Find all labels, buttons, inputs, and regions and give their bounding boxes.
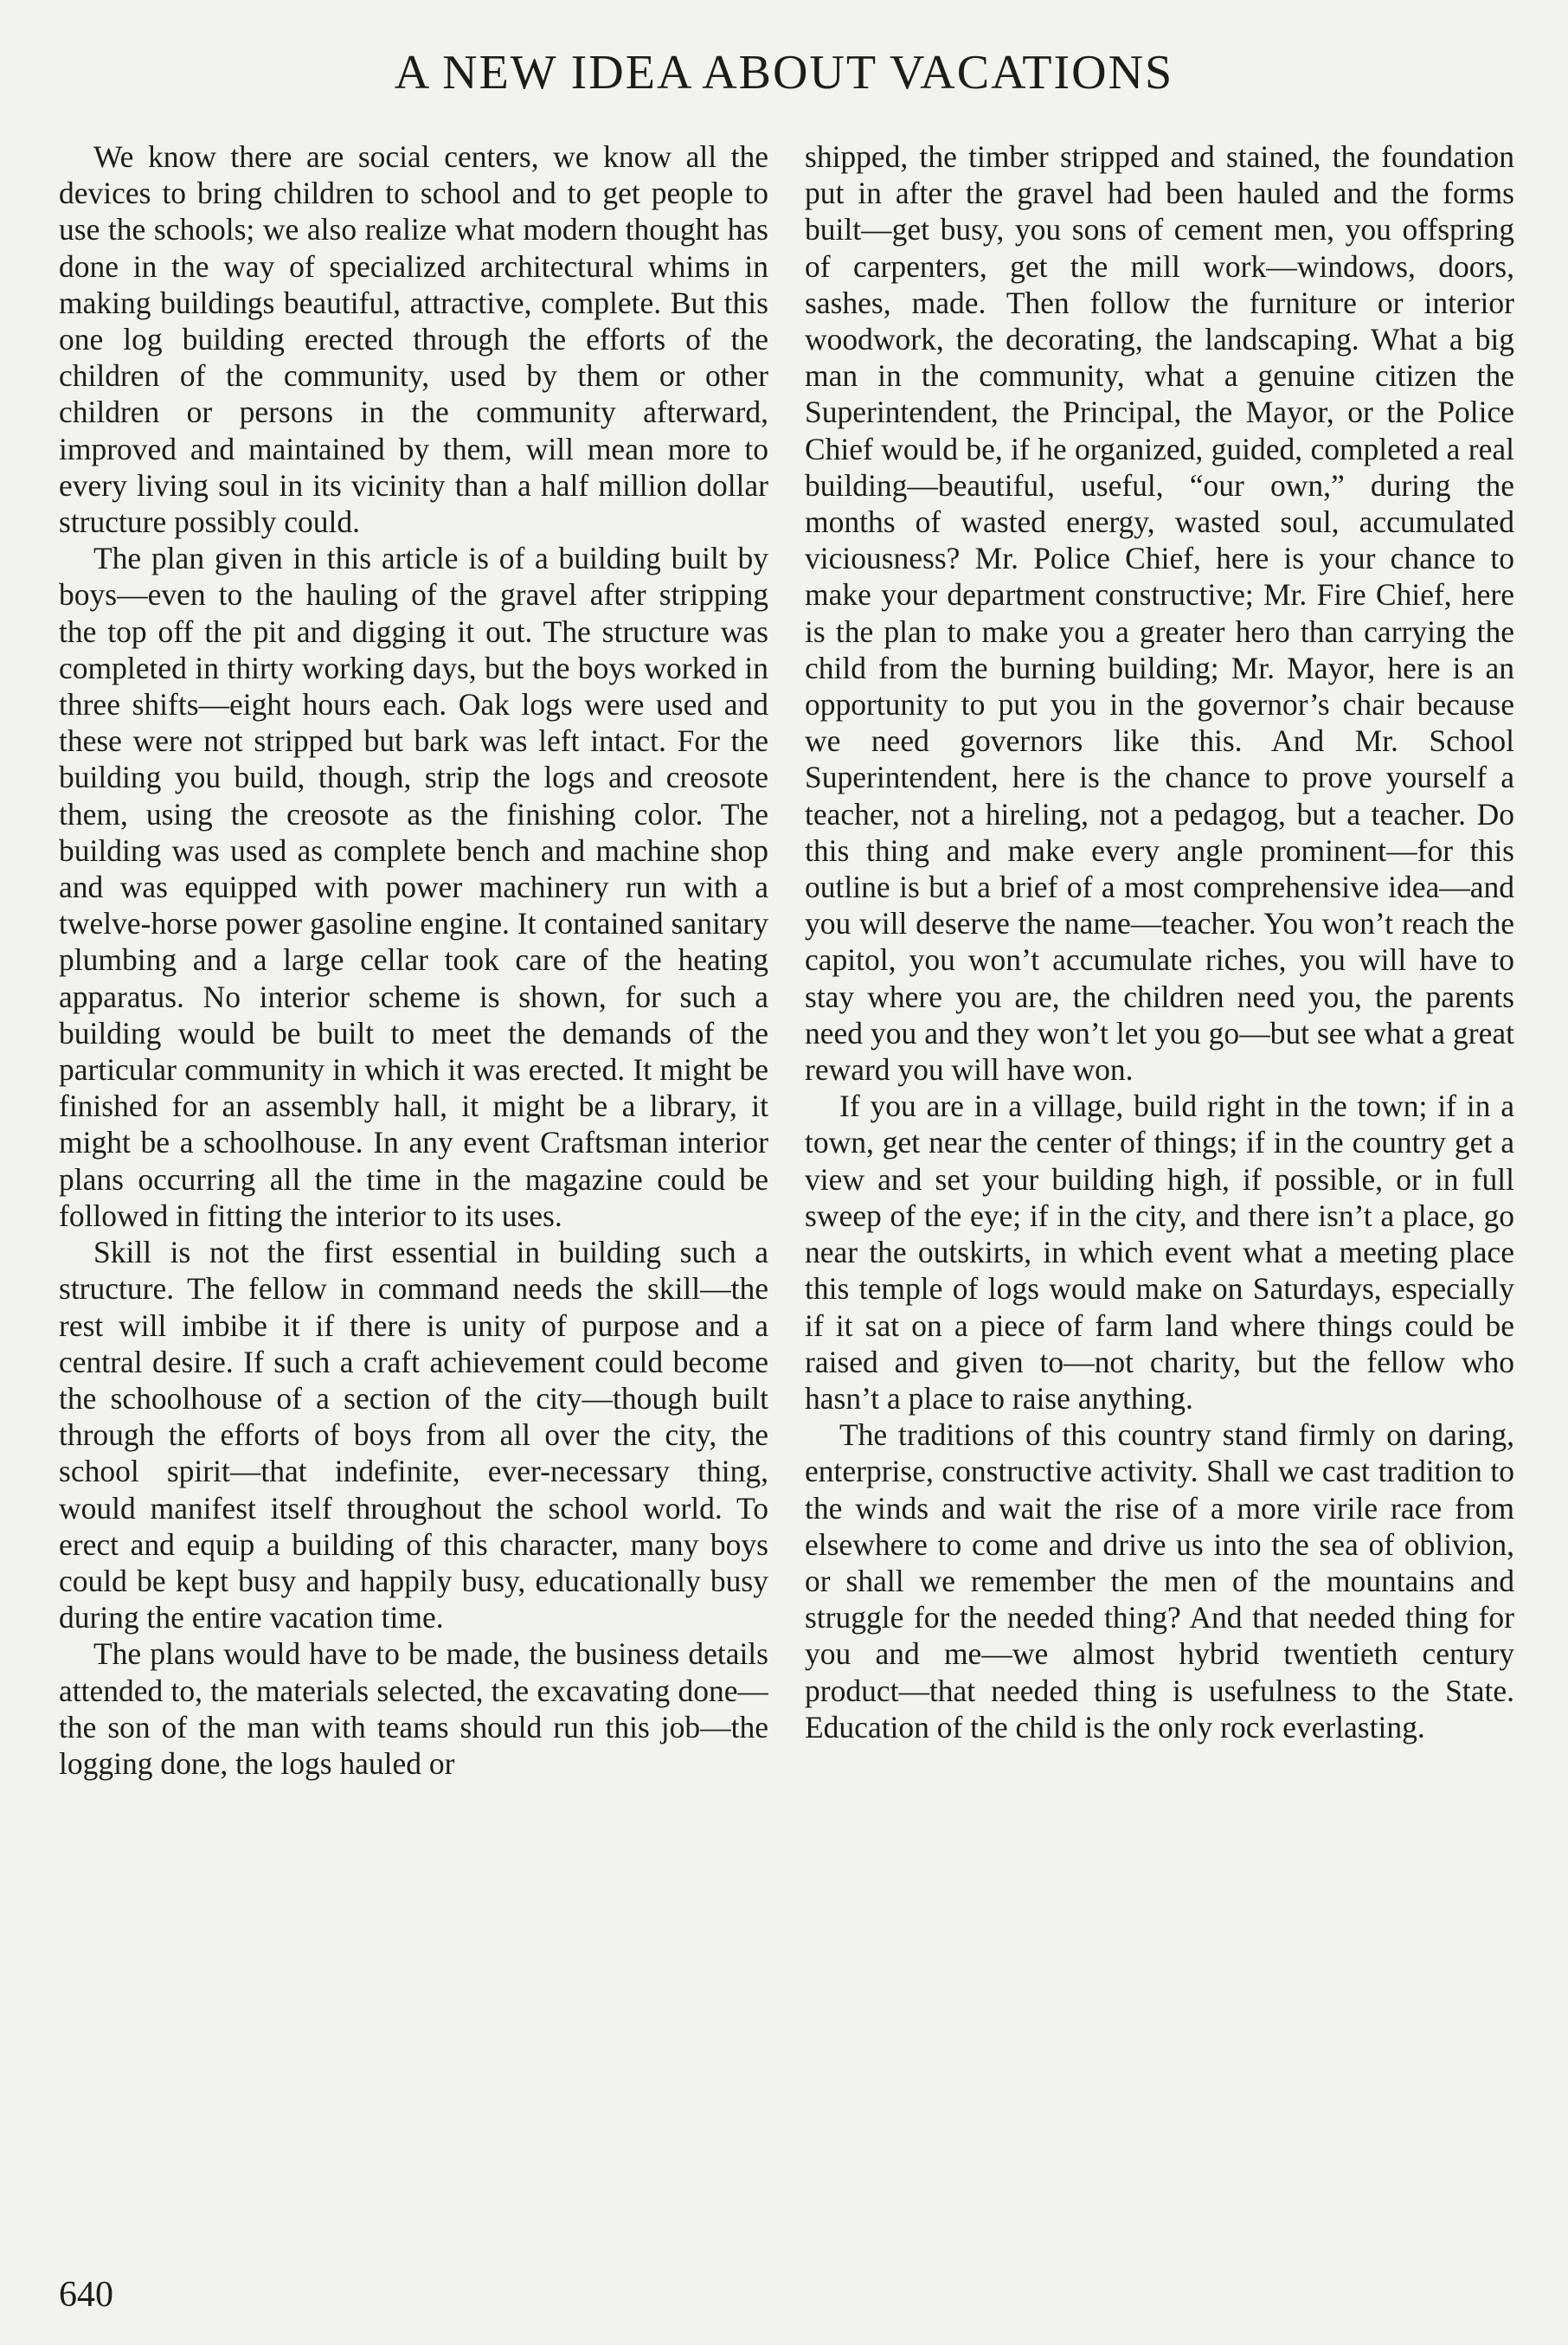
paragraph: If you are in a village, build right in the town; if in a town, get near the center of things; if in the country get a view and set your building high, if possible, or in full sweep of the eye; if in the city, and there isn’t a place, go near the outskirts, in which event what a meeting place this temple of logs would make on Saturdays, especially if it sat on a piece of farm land where things could be raised and given to—not charity, but the fellow who hasn’t a place to raise anything.: [805, 1089, 1514, 1416]
page-number: 640: [59, 2275, 113, 2315]
paragraph: The plans would have to be made, the business details attended to, the materials selected, the excavating done—the son of the man with teams should run this job—the logging done, the logs hauled or: [59, 1636, 768, 1781]
right-column: [805, 138, 1514, 2276]
paragraph: Skill is not the first essential in building such a structure. The fellow in command needs the skill—the rest will imbibe it if there is unity of purpose and a central desire. If such a craft achievement could become the schoolhouse of a section of the city—though built through the efforts of boys from all over the city, the school spirit—that indefinite, ever-necessary thing, would manifest itself throughout the school world. To erect and equip a building of this character, many boys could be kept busy and happily busy, educationally busy during the entire vacation time.: [59, 1235, 768, 1635]
paragraph: The traditions of this country stand firmly on daring, enterprise, constructive activity. Shall we cast tradition to the winds and wait the rise of a more virile race from elsewhere to come and drive us into the sea of oblivion, or shall we remember the men of the mountains and struggle for the needed thing? And that needed thing for you and me—we almost hybrid twentieth century product—that needed thing is usefulness to the State. Education of the child is the only rock everlasting.: [805, 1417, 1514, 1744]
paragraph: The plan given in this article is of a building built by boys—even to the hauling of the gravel after stripping the top off the pit and digging it out. The structure was completed in thirty working days, but the boys worked in three shifts—eight hours each. Oak logs were used and these were not stripped but bark was left intact. For the building you build, though, strip the logs and creosote them, using the creosote as the finishing color. The building was used as complete bench and machine shop and was equipped with power machinery run with a twelve-horse power gasoline engine. It contained sanitary plumbing and a large cellar took care of the heating apparatus. No interior scheme is shown, for such a building would be built to meet the demands of the particular community in which it was erected. It might be finished for an assembly hall, it might be a library, it might be a schoolhouse. In any event Craftsman interior plans occurring all the time in the magazine could be followed in fitting the interior to its uses.: [59, 541, 768, 1233]
paragraph: shipped, the timber stripped and stained, the foundation put in after the gravel had been hauled and the forms built—get busy, you sons of cement men, you offspring of carpenters, get the mill work—windows, doors, sashes, made. Then follow the furniture or interior woodwork, the decorating, the landscaping. What a big man in the community, what a genuine citizen the Superintendent, the Principal, the Mayor, or the Police Chief would be, if he organized, guided, completed a real building—beautiful, useful, “our own,” during the months of wasted energy, wasted soul, accumulated viciousness? Mr. Police Chief, here is your chance to make your department constructive; Mr. Fire Chief, here is the plan to make you a greater hero than carrying the child from the burning building; Mr. Mayor, here is an opportunity to put you in the governor’s chair because we need governors like this. And Mr. School Superintendent, here is the chance to prove yourself a teacher, not a hireling, not a pedagog, but a teacher. Do this thing and make every angle prominent—for this outline is but a brief of a most comprehensive idea—and you will deserve the name—teacher. You won’t reach the capitol, you won’t accumulate riches, you will have to stay where you are, the children need you, the parents need you and they won’t let you go—but see what a great reward you will have won.: [805, 139, 1514, 1088]
paragraph: We know there are social centers, we know all the devices to bring children to school and to get people to use the schools; we also realize what modern thought has done in the way of specialized architectural whims in making buildings beautiful, attractive, complete. But this one log building erected through the efforts of the children of the community, used by them or other children or persons in the community afterward, improved and maintained by them, will mean more to every living soul in its vicinity than a half million dollar structure possibly could.: [59, 139, 768, 540]
article-title: A NEW IDEA ABOUT VACATIONS: [394, 46, 1174, 100]
left-column: [59, 138, 768, 2276]
